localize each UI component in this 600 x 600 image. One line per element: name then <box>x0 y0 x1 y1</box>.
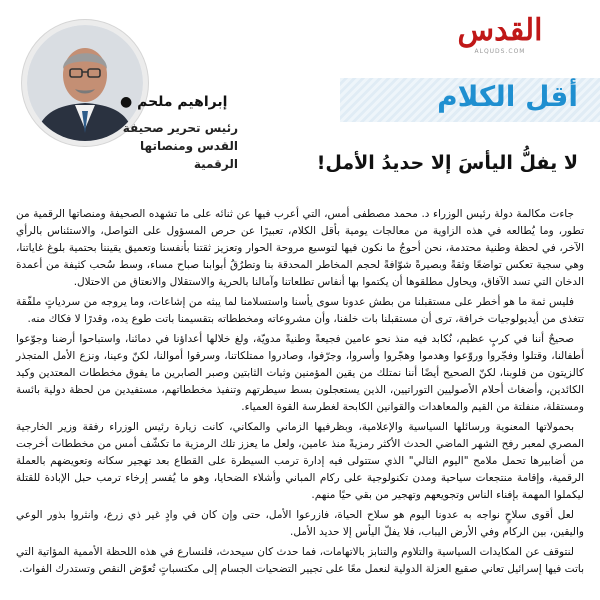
article-paragraph: صحيحٌ أننا في كربٍ عظيم، نُكابد فيه منذ نحو عامين فجيعةً وطنيةً مدويّة، ولغ خلالها أعداؤنا في دمائنا، واستباحوا أرضنا وجوّعوا أطفالنا، وقتلوا وفجّروا وروّعوا وهدموا وهجّروا وأسروا، وجرّفوا، وصادروا ممتلكاتنا، وسرقوا أموالنا، لكنّ وعينا، ونزع الأمل المتجذر كالزيتون من قلوبنا، لكنّ الصحيح أيضًا أننا نمتلك من يقين المؤمنين وثبات الثابتين وصبر الصابرين ما يفوق مخططات المعتدين وكيد الكائدين، وأضغاث أحلام الأصوليين التوراتيين، الذين يستعجلون بسط سيطرتهم وتنفيذ مخططاتهم، مستفيدين من لحظة دولية بائسة ومستقلة، منفلتة من القيم والمعاهدات والقوانين الكابحة لغطرسة القوة العمياء. <box>16 333 584 413</box>
article-headline: لا يفلُّ اليأسَ إلا حديدُ الأمل! <box>316 152 578 174</box>
brand-logo-subtext: ALQUDS.COM <box>474 48 526 55</box>
brand-logo[interactable] <box>440 14 560 60</box>
author-name-line <box>120 94 227 110</box>
article-paragraph: جاءت مكالمة دولة رئيس الوزراء د. محمد مصطفى أمس، التي أعرب فيها عن ثنائه على ما تشهده الصحيفة ومنصاتها الرقمية من تطور، وما يُطالعه في هذه الزاوية من معالجات يومية بأقل الكلام، تعبيرًا عن حرص المسؤول على التواصل، والاستئناس بالرأي الآخر، في لحظة وطنية محتدمة، نحن أحوجُ ما نكون فيها لتوسيع مروحة الحوار وتعزيز ثقتنا بأنفسنا وتعميق يقيننا بحتمية بلوغ غاياتنا، وهي سجية تعكس تواضعًا وثقةً وبصيرةً شوّافةً لحجم المخاطر المحدقة بنا وتطرُقُ أبوابنا صباح مساء، وسط سُحب كثيفة من أعمدة الدخان التي تسد الآفاق، ويحاول مطلقوها أن يكتموا بها أنفاس تطلعاتنا وآمالنا بالحرية والاستقلال والانعتاق من الاحتلال. <box>16 208 584 288</box>
author-name: إبراهيم ملحم <box>137 94 228 110</box>
author-bullet: ● <box>120 94 133 110</box>
article-paragraph: لنتوقف عن المكايدات السياسية والتلاوم والتنابز بالاتهامات، فما حدث كان سيحدث، فلنسارع في هذه اللحظة الأممية المؤاتية التي باتت فيها إسرائيل تعاني صقيع العزلة الدولية لنعمل معًا على تجيير التضحيات الجسام إلى مكتسباتٍ تُعوّض النقص وتستدرك الفوات. <box>16 546 584 575</box>
brand-logo-text: القدس <box>457 13 543 48</box>
article-paragraph: بحمولاتها المعنوية ورسائلها السياسية والإعلامية، وبظرفيها الزماني والمكاني، كانت زيارة رئيس الوزراء رفقة وزير الخارجية المصري لمعبر رفح الشهر الماضي الحدث الأكثر رمزيةً منذ عامين، ولعل ما يعزز تلك الرمزية ما تكشّف أمس من مخططات أخرجت من أضابيرها تحمل ملامح "اليوم التالي" الذي ستتولى فيه إدارة ترمب السيطرة على القطاع بعد تهجير سكانه وتعويضهم بالعملة الرقمية، وإقامة منتجعات سياحية ومدن تكنولوجية على ركام المباني وأشلاء الضحايا، وهو ما يُفسر إرخاء ترمب حبل الإبادة للقتلة ليكملوا المهمة بإفناء الناس وتجويعهم وتهجير من بقي حيًا منهم. <box>16 421 584 501</box>
article-paragraph: لعل أقوى سلاحٍ نواجه به عدونا اليوم هو سلاح الحياة، فازرعوا الأمل، حتى وإن كان في وادٍ غير ذي زرع، وانثروا بذور الوعي واليقين، بين الركام وفي الأرض اليباب، فلا يفلّ اليأس إلا حديد الأمل. <box>16 509 584 538</box>
article-paragraph: فليس ثمة ما هو أخطر على مستقبلنا من بطش عدونا سوى يأسنا واستسلامنا لما يبثه من إشاعات، وما يروجه من سردياتٍ ملفّقة تتغذى من أيديولوجيات خرافة، ترى أن مستقبلنا بات خلفنا، وأن مشروعاته ومخططاته بتقسيمنا باتت طوع يده، وقدرًا لا فكاك منه. <box>16 296 584 325</box>
column-title: أقل الكلام <box>437 80 578 113</box>
author-role: رئيس تحرير صحيفة القدس ومنصاتها الرقمية <box>122 121 238 171</box>
article-body <box>16 206 584 581</box>
